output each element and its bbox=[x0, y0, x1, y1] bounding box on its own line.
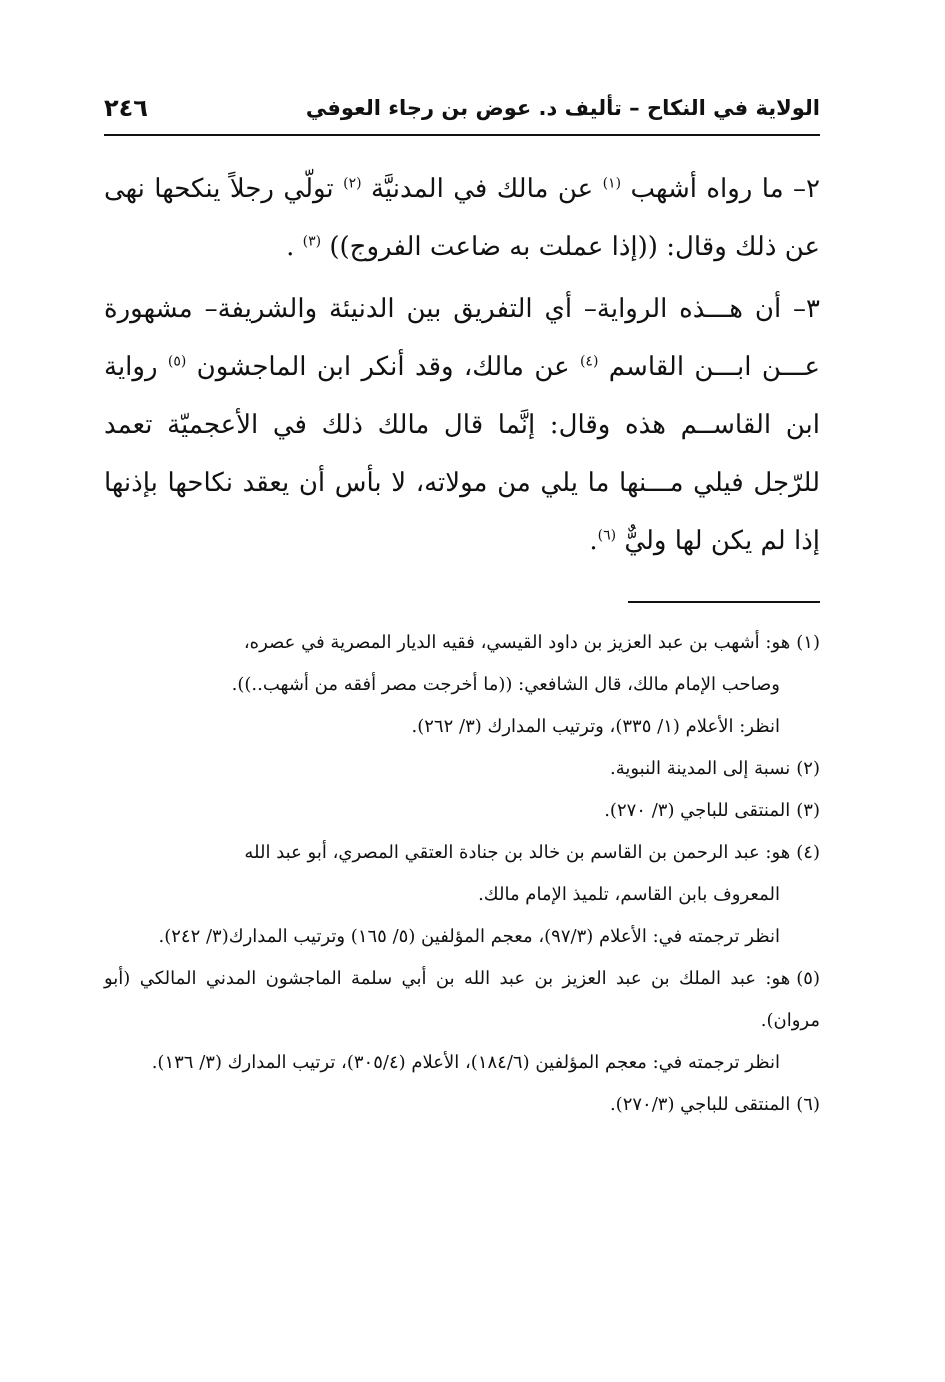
footnote-3 bbox=[104, 790, 820, 832]
footnote-text: المنتقى للباجي (٣/ ٢٧٠). bbox=[604, 800, 791, 821]
footnote-ref-2[interactable]: (٢) bbox=[343, 175, 362, 192]
footnote-number: (٣) bbox=[796, 800, 820, 821]
footnote-text: هو: عبد الرحمن بن القاسم بن خالد بن جنادة العتقي المصري، أبو عبد الله bbox=[244, 842, 791, 863]
footnote-line bbox=[104, 748, 820, 790]
footnote-number: (٤) bbox=[796, 842, 820, 863]
footnotes bbox=[104, 622, 820, 1126]
paragraph-text: عن مالك في المدنيَّة bbox=[361, 174, 603, 204]
footnote-text: هو: عبد الملك بن عبد العزيز بن عبد الله بن أبي سلمة الماجشون المدني المالكي (أبو مروان). bbox=[104, 968, 820, 1031]
paragraph-text: ٢– ما رواه أشهب bbox=[621, 174, 821, 204]
footnote-4 bbox=[104, 832, 820, 958]
footnote-number: (٦) bbox=[796, 1094, 820, 1115]
footnote-number: (٢) bbox=[796, 758, 820, 779]
footnote-6 bbox=[104, 1084, 820, 1126]
footnote-line: انظر ترجمته في: معجم المؤلفين (١٨٤/٦)، الأعلام (٣٠٥/٤)، ترتيب المدارك (٣/ ١٣٦). bbox=[151, 1052, 780, 1073]
footnote-text: المنتقى للباجي (٢٧٠/٣). bbox=[609, 1094, 791, 1115]
page-number: ٢٤٦ bbox=[104, 94, 148, 122]
paragraph-2 bbox=[104, 160, 820, 276]
footnote-line bbox=[104, 790, 820, 832]
paragraph-text: رواية ابن القاســم هذه وقال: إنَّما قال مالك ذلك في الأعجميّة تعمد للرّجل فيلي مـــنها ما يلي من مولاته، لا بأس أن يعقد نكاحها بإذنها إذا لم يكن لها وليٌّ bbox=[104, 352, 820, 556]
footnote-ref-1[interactable]: (١) bbox=[602, 175, 622, 192]
footnote-number: (١) bbox=[796, 632, 820, 653]
footnote-line bbox=[104, 622, 820, 664]
footnote-line bbox=[104, 958, 820, 1042]
paragraph-text: . bbox=[286, 232, 303, 262]
footnote-ref-6[interactable]: (٦) bbox=[597, 527, 617, 544]
footnote-line: المعروف بابن القاسم، تلميذ الإمام مالك. bbox=[478, 884, 780, 905]
footnote-5 bbox=[104, 958, 820, 1084]
footnote-line: انظر ترجمته في: الأعلام (٩٧/٣)، معجم المؤلفين (٥/ ١٦٥) وترتيب المدارك(٣/ ٢٤٢). bbox=[158, 926, 780, 947]
footnote-line bbox=[104, 832, 820, 874]
footnote-text: هو: أشهب بن عبد العزيز بن داود القيسي، فقيه الديار المصرية في عصره، bbox=[243, 632, 791, 653]
paragraph-text: . bbox=[589, 526, 598, 556]
footnote-text: نسبة إلى المدينة النبوية. bbox=[610, 758, 791, 779]
paragraph-text: تولّي رجلاً ينكحها نهى عن ذلك وقال: ((إذا عملت به ضاعت الفروج)) bbox=[104, 174, 820, 262]
footnote-line: انظر: الأعلام (١/ ٣٣٥)، وترتيب المدارك (٣/ ٢٦٢). bbox=[411, 716, 780, 737]
paragraph-3 bbox=[104, 280, 820, 570]
footnote-number: (٥) bbox=[796, 968, 820, 989]
footnote-ref-4[interactable]: (٤) bbox=[579, 353, 599, 370]
paragraph-text: عن مالك، وقد أنكر ابن الماجشون bbox=[186, 352, 580, 382]
running-header bbox=[104, 92, 820, 136]
footnote-line bbox=[104, 1084, 820, 1126]
footnote-1 bbox=[104, 622, 820, 748]
main-text bbox=[104, 160, 820, 574]
footnote-ref-5[interactable]: (٥) bbox=[167, 353, 187, 370]
paragraph-text: ٣– أن هـــذه الرواية– أي التفريق بين الدنيئة والشريفة– مشهورة عـــن ابـــن القاسم bbox=[104, 294, 820, 382]
footnote-separator bbox=[628, 601, 820, 603]
header-title: الولاية في النكاح – تأليف د. عوض بن رجاء العوفي bbox=[305, 96, 820, 120]
footnote-2 bbox=[104, 748, 820, 790]
footnote-ref-3[interactable]: (٣) bbox=[302, 233, 322, 250]
footnote-line: وصاحب الإمام مالك، قال الشافعي: ((ما أخرجت مصر أفقه من أشهب..)). bbox=[231, 674, 780, 695]
